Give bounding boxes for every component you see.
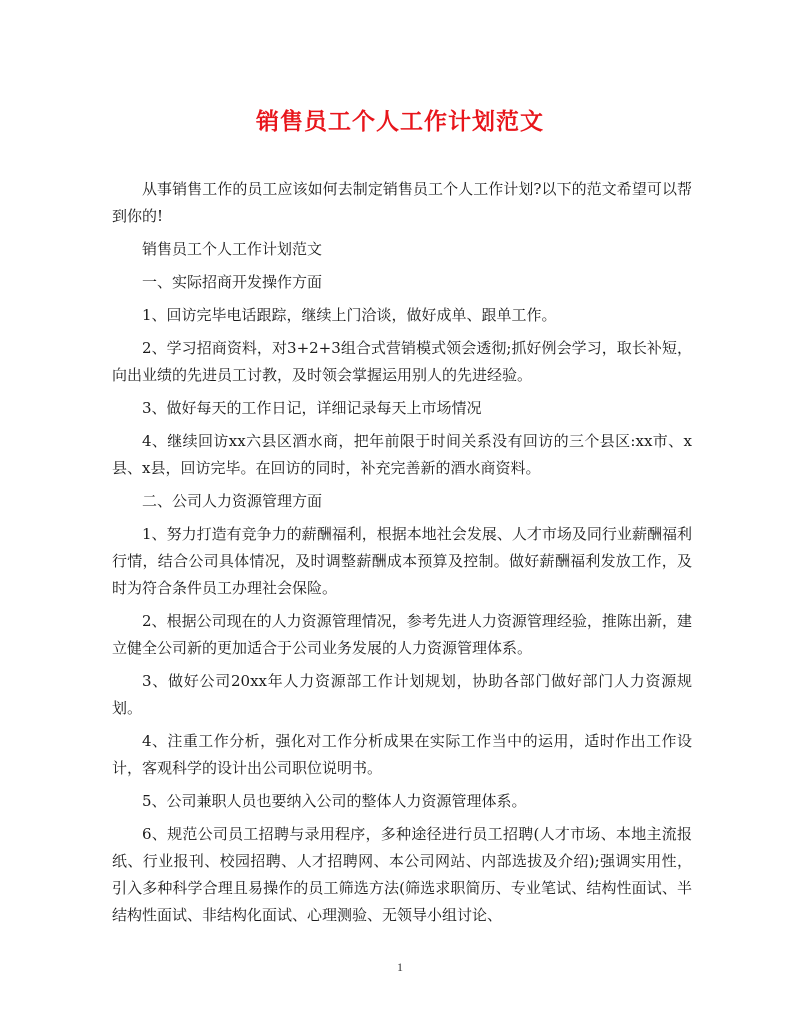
- section-heading-1: 一、实际招商开发操作方面: [142, 273, 323, 291]
- page-number: 1: [397, 960, 403, 974]
- list-item: 1、努力打造有竞争力的薪酬福利，根据本地社会发展、人才市场及同行业薪酬福利行情，结合公司具体情况，及时调整薪酬成本预算及控制。做好薪酬福利发放工作，及时为符合条件员工办理社会保险。: [112, 525, 692, 597]
- list-item: 2、根据公司现在的人力资源管理情况，参考先进人力资源管理经验，推陈出新，建立健全公司新的更加适合于公司业务发展的人力资源管理体系。: [112, 612, 692, 657]
- paragraph-intro: 从事销售工作的员工应该如何去制定销售员工个人工作计划?以下的范文希望可以帮到你的!: [112, 180, 692, 225]
- document-body: [112, 176, 692, 935]
- list-item: 3、做好每天的工作日记，详细记录每天上市场情况: [142, 399, 482, 417]
- list-item: 2、学习招商资料，对3+2+3组合式营销模式领会透彻;抓好例会学习，取长补短，向出业绩的先进员工讨教，及时领会掌握运用别人的先进经验。: [112, 339, 692, 384]
- list-item: 4、注重工作分析，强化对工作分析成果在实际工作当中的运用，适时作出工作设计，客观科学的设计出公司职位说明书。: [112, 732, 692, 777]
- list-item: 6、规范公司员工招聘与录用程序，多种途径进行员工招聘(人才市场、本地主流报纸、行业报刊、校园招聘、人才招聘网、本公司网站、内部选拔及介绍);强调实用性，引入多种科学合理且易操作的员工筛选方法(筛选求职简历、专业笔试、结构性面试、半结构性面试、非结构化面试、心理测验、无领导小组讨论、: [112, 825, 692, 924]
- document-title: 销售员工个人工作计划范文: [256, 108, 544, 135]
- list-item: 1、回访完毕电话跟踪，继续上门洽谈，做好成单、跟单工作。: [142, 306, 557, 324]
- list-item: 4、继续回访xx六县区酒水商，把年前限于时间关系没有回访的三个县区:xx市、x县、x县，回访完毕。在回访的同时，补充完善新的酒水商资料。: [112, 432, 692, 477]
- list-item: 3、做好公司20xx年人力资源部工作计划规划，协助各部门做好部门人力资源规划。: [112, 672, 692, 717]
- section-heading-2: 二、公司人力资源管理方面: [142, 492, 323, 510]
- list-item: 5、公司兼职人员也要纳入公司的整体人力资源管理体系。: [142, 792, 527, 810]
- paragraph-subtitle: 销售员工个人工作计划范文: [142, 240, 323, 258]
